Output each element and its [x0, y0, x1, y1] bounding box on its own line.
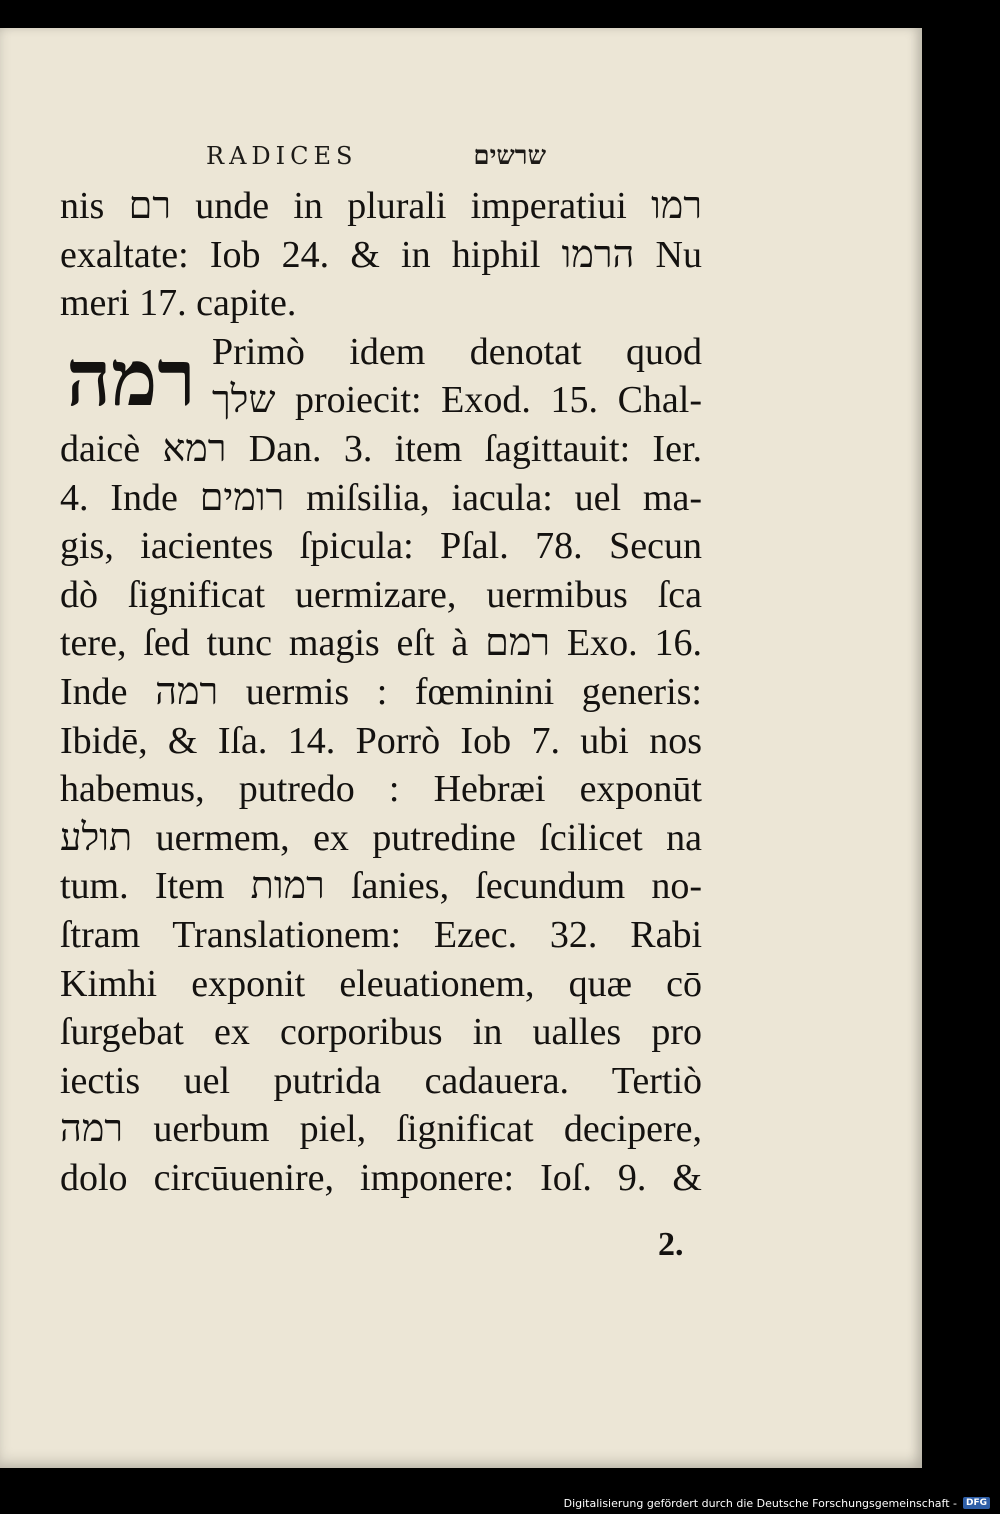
running-head-latin: RADICES [206, 142, 358, 170]
text-line: Inde רמה uermis : fœminini generis: [60, 670, 702, 713]
text-line: ſurgebat ex corporibus in ualles pro [60, 1011, 702, 1054]
text-line: שלך proiecit: Exod. 15. Chal- [212, 379, 702, 422]
text-line: gis, iacientes ſpicula: Pſal. 78. Secun [60, 525, 702, 568]
text-line: Kimhi exponit eleuationem, quæ cō [60, 962, 702, 1005]
dfg-logo-icon: DFG [963, 1497, 990, 1509]
text-line: habemus, putredo : Hebræi exponūt [60, 768, 702, 811]
text-line: tere, ſed tunc magis eſt à רמם Exo. 16. [60, 622, 702, 665]
scan-border [922, 0, 1000, 1514]
text-line: meri 17. capite. [60, 282, 297, 325]
digitization-credit [564, 1494, 990, 1512]
running-head [206, 138, 546, 174]
text-line: Ibidē, & Iſa. 14. Porrò Iob 7. ubi nos [60, 719, 702, 762]
text-line: iectis uel putrida cadauera. Tertiò [60, 1059, 702, 1102]
text-line: exaltate: Iob 24. & in hiphil הרמו Nu [60, 233, 702, 276]
text-line: daicè רמא Dan. 3. item ſagittauit: Ier. [60, 427, 702, 470]
page-signature: 2. [658, 1226, 684, 1263]
running-head-hebrew: שרשים [473, 141, 546, 171]
text-line: tum. Item רמות ſanies, ſecundum no- [60, 865, 702, 908]
text-line: nis רם unde in plurali imperatiui רמו [60, 185, 702, 227]
text-line: dolo circūuenire, imponere: Ioſ. 9. & [60, 1156, 702, 1199]
credit-text: Digitalisierung gefördert durch die Deutsche Forschungsgemeinschaft - [563, 1496, 957, 1510]
text-line: Primò idem denotat quod [212, 330, 702, 373]
text-line: ſtram Translationem: Ezec. 32. Rabi [60, 913, 702, 956]
text-line: dò ſignificat uermizare, uermibus ſca [60, 573, 702, 616]
text-line: רמה uerbum piel, ſignificat decipere, [60, 1108, 702, 1151]
body-text [60, 182, 702, 1202]
text-line: תולע uermem, ex putredine ſcilicet na [60, 816, 702, 859]
initial-hebrew-word: רמה [66, 333, 196, 424]
text-line: 4. Inde רומים miſsilia, iacula: uel ma- [60, 476, 702, 519]
